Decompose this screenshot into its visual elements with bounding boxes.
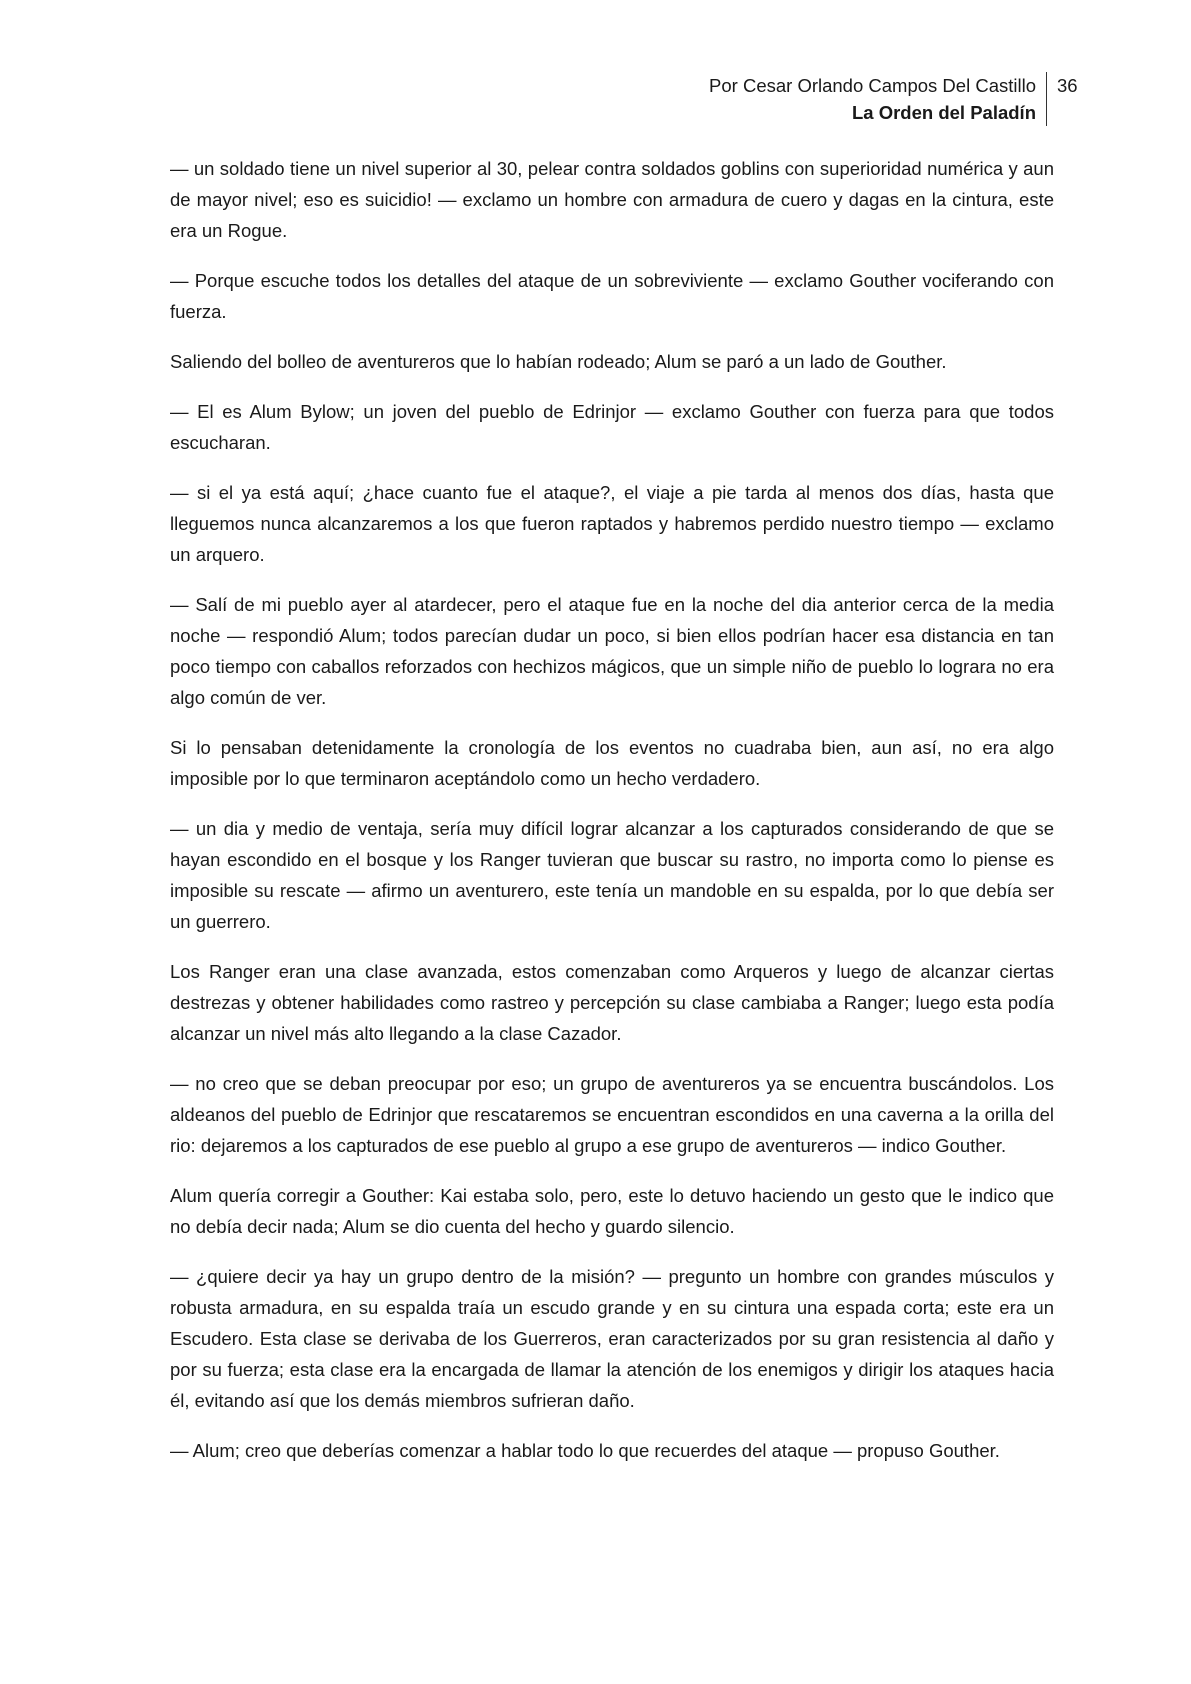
paragraph: — ¿quiere decir ya hay un grupo dentro de la misión? — pregunto un hombre con grandes músculos y robusta armadura, en su espalda traía un escudo grande y en su cintura una espada corta; este era un Escudero. Esta clase se derivaba de los Guerreros, eran caracterizados por su gran resistencia al daño y por su fuerza; esta clase era la encargada de llamar la atención de los enemigos y dirigir los ataques hacia él, evitando así que los demás miembros sufrieran daño. (170, 1266, 1054, 1411)
paragraph: — un soldado tiene un nivel superior al 30, pelear contra soldados goblins con superioridad numérica y aun de mayor nivel; eso es suicidio! — exclamo un hombre con armadura de cuero y dagas en la cintura, este era un Rogue. (170, 158, 1054, 241)
paragraph: — Alum; creo que deberías comenzar a hablar todo lo que recuerdes del ataque — propuso Gouther. (170, 1440, 1000, 1461)
page-number: 36 (1057, 75, 1078, 96)
paragraph: Alum quería corregir a Gouther: Kai estaba solo, pero, este lo detuvo haciendo un gesto que le indico que no debía decir nada; Alum se dio cuenta del hecho y guardo silencio. (170, 1185, 1054, 1237)
paragraph: Si lo pensaban detenidamente la cronología de los eventos no cuadraba bien, aun así, no era algo imposible por lo que terminaron aceptándolo como un hecho verdadero. (170, 737, 1054, 789)
header-book-title: La Orden del Paladín (851, 102, 1036, 123)
paragraph: — Salí de mi pueblo ayer al atardecer, pero el ataque fue en la noche del dia anterior cerca de la media noche — respondió Alum; todos parecían dudar un poco, si bien ellos podrían hacer esa distancia en tan poco tiempo con caballos reforzados con hechizos mágicos, que un simple niño de pueblo lo lograra no era algo común de ver. (170, 594, 1054, 708)
header-divider (1046, 72, 1047, 126)
header-author: Por Cesar Orlando Campos Del Castillo (709, 75, 1036, 96)
paragraph: — un dia y medio de ventaja, sería muy difícil lograr alcanzar a los capturados considerando de que se hayan escondido en el bosque y los Ranger tuvieran que buscar su rastro, no importa como lo piense es imposible su rescate — afirmo un aventurero, este tenía un mandoble en su espalda, por lo que debía ser un guerrero. (170, 818, 1054, 932)
paragraph: — Porque escuche todos los detalles del ataque de un sobreviviente — exclamo Gouther vociferando con fuerza. (170, 270, 1054, 322)
paragraph: Saliendo del bolleo de aventureros que lo habían rodeado; Alum se paró a un lado de Gouther. (170, 351, 947, 372)
page-header (709, 72, 1047, 126)
body-text (170, 153, 1054, 1485)
paragraph: — si el ya está aquí; ¿hace cuanto fue el ataque?, el viaje a pie tarda al menos dos días, hasta que lleguemos nunca alcanzaremos a los que fueron raptados y habremos perdido nuestro tiempo — exclamo un arquero. (170, 482, 1054, 565)
header-text-block (709, 72, 1046, 126)
paragraph: — no creo que se deban preocupar por eso; un grupo de aventureros ya se encuentra buscándolos. Los aldeanos del pueblo de Edrinjor que rescataremos se encuentran escondidos en una caverna a la orilla del rio: dejaremos a los capturados de ese pueblo al grupo a ese grupo de aventureros — indico Gouther. (170, 1073, 1054, 1156)
paragraph: Los Ranger eran una clase avanzada, estos comenzaban como Arqueros y luego de alcanzar ciertas destrezas y obtener habilidades como rastreo y percepción su clase cambiaba a Ranger; luego esta podía alcanzar un nivel más alto llegando a la clase Cazador. (170, 961, 1054, 1044)
paragraph: — El es Alum Bylow; un joven del pueblo de Edrinjor — exclamo Gouther con fuerza para que todos escucharan. (170, 401, 1054, 453)
